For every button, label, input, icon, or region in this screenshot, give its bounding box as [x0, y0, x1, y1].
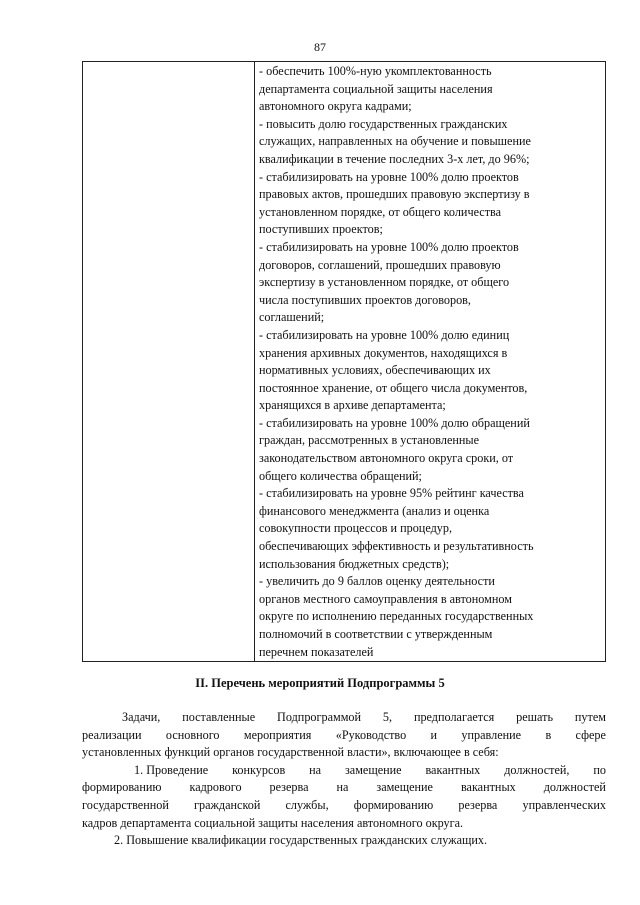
table-cell-line: органов местного самоуправления в автономном — [259, 591, 512, 606]
table-cell-line: - стабилизировать на уровне 100% долю проектов — [259, 169, 519, 184]
table-cell-line: договоров, соглашений, прошедших правовую — [259, 257, 501, 272]
table-cell-line: - стабилизировать на уровне 100% долю единиц — [259, 327, 510, 342]
table-cell-line: - стабилизировать на уровне 100% долю проектов — [259, 239, 519, 254]
table-cell-line: финансового менеджмента (анализ и оценка — [259, 503, 490, 518]
word: замещение — [344, 762, 402, 777]
word: Задачи, — [122, 710, 161, 724]
word: в — [545, 727, 552, 742]
table-cell-indicators — [259, 63, 603, 661]
word: формированию — [353, 797, 434, 812]
paragraph-2-line-3 — [82, 797, 606, 815]
paragraph-1-line-1 — [82, 709, 606, 727]
word: управление — [461, 727, 522, 742]
table-cell-line: - увеличить до 9 баллов оценку деятельности — [259, 574, 495, 589]
paragraph-2-line-1 — [82, 762, 606, 780]
table-cell-line: использования бюджетных средств); — [259, 556, 450, 571]
paragraph-1-line-2 — [82, 727, 606, 745]
word: вакантных — [425, 762, 481, 777]
word: предполагается — [413, 710, 495, 724]
table-cell-line: служащих, направленных на обучение и повышение — [259, 134, 531, 149]
word: службы, — [285, 797, 329, 812]
word: мероприятия — [243, 727, 312, 742]
table-cell-line: - стабилизировать на уровне 95% рейтинг качества — [259, 486, 524, 501]
word: резерва — [458, 797, 498, 812]
word: формированию — [82, 780, 162, 795]
word: поставленные — [182, 710, 256, 724]
word: замещение — [376, 780, 433, 795]
word: реализации — [82, 727, 142, 742]
paragraph-2-line-4: кадров департамента социальной защиты населения автономного округа. — [82, 815, 464, 830]
table-column-divider — [254, 62, 255, 661]
indicators-table — [82, 61, 606, 662]
paragraph-2-line-2 — [82, 779, 606, 797]
word: должностей, — [504, 762, 570, 777]
table-cell-line: обеспечивающих эффективность и результативность — [259, 539, 534, 554]
word: Подпрограммой — [277, 710, 362, 724]
word: конкурсов — [232, 762, 286, 777]
table-cell-line: перечнем показателей — [259, 644, 374, 659]
word: 1. Проведение — [134, 762, 209, 777]
word: кадрового — [189, 780, 242, 795]
word: 5, — [382, 710, 393, 724]
table-cell-line: полномочий в соответствии с утвержденным — [259, 627, 493, 641]
word: по — [593, 762, 606, 777]
table-cell-line: установленном порядке, от общего количества — [259, 204, 502, 219]
word: должностей — [543, 780, 606, 795]
table-cell-line: департамента социальной защиты населения — [259, 81, 493, 96]
table-cell-line: постоянное хранение, от общего числа документов, — [259, 380, 528, 395]
table-cell-line: квалификации в течение последних 3-х лет, до 96%; — [259, 151, 530, 166]
word: решать — [516, 710, 554, 724]
table-cell-line: общего количества обращений; — [259, 468, 422, 483]
section-heading: II. Перечень мероприятий Подпрограммы 5 — [195, 676, 445, 690]
word: государственной — [82, 797, 169, 812]
table-cell-line: округе по исполнению переданных государственных — [259, 609, 534, 624]
word: сфере — [575, 727, 606, 742]
table-cell-line: хранения архивных документов, находящихся в — [259, 345, 508, 360]
table-cell-line: автономного округа кадрами; — [259, 99, 412, 114]
table-cell-line: нормативных условиях, обеспечивающих их — [259, 363, 491, 378]
table-cell-line: экспертизу в установленном порядке, от общего — [259, 275, 510, 290]
word: управленческих — [522, 797, 606, 812]
word: путем — [574, 710, 606, 724]
table-cell-line: соглашений; — [259, 310, 325, 325]
word: основного — [165, 727, 220, 742]
table-cell-line: числа поступивших проектов договоров, — [259, 292, 471, 307]
table-cell-line: законодательством автономного округа сроки, от — [259, 451, 514, 466]
word: резерва — [269, 780, 309, 795]
word: «Руководство — [335, 727, 407, 742]
table-cell-line: поступивших проектов; — [259, 222, 383, 237]
word: вакантных — [460, 780, 516, 795]
page-number: 87 — [314, 40, 326, 54]
table-cell-line: хранящихся в архиве департамента; — [259, 398, 446, 413]
word: на — [336, 780, 349, 795]
table-cell-line: - стабилизировать на уровне 100% долю обращений — [259, 415, 530, 430]
word: на — [309, 762, 322, 777]
table-cell-line: совокупности процессов и процедур, — [259, 521, 453, 536]
word: и — [430, 727, 438, 742]
word: гражданской — [193, 797, 261, 812]
paragraph-3: 2. Повышение квалификации государственных гражданских служащих. — [114, 833, 488, 848]
body-text — [82, 709, 606, 850]
table-cell-line: правовых актов, прошедших правовую экспертизу в — [259, 187, 530, 202]
table-cell-line: - повысить долю государственных гражданских — [259, 116, 508, 131]
table-cell-line: - обеспечить 100%-ную укомплектованность — [259, 64, 492, 78]
table-cell-line: граждан, рассмотренных в установленные — [259, 433, 479, 448]
paragraph-1-line-3: установленных функций органов государственной власти», включающее в себя: — [82, 745, 499, 760]
